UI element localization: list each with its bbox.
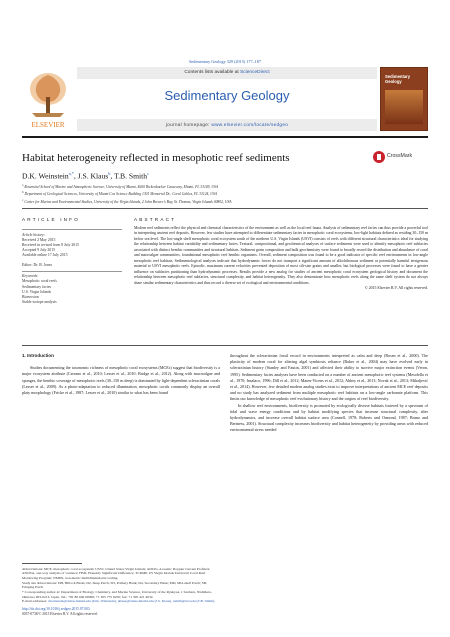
journal-header [22, 67, 428, 131]
body-column-left [22, 353, 220, 396]
body-paragraph: Studies documenting the taxonomic richness of mesophotic coral ecosystems (MCEs) suggest that biodiversity is a major ecosystem attribute (Cerrano et al., 2010; Lesser et al., 2010; Bridge et al., 2012). Along with macroalgae and sponges, the benthic coverage of mesophotic reefs (30–150 m deep) is dominated by light-dependent scleractinian corals (Lesser et al., 2009). As a photo-adaptation to reduced illumination, mesophotic corals commonly display an overall platy morphology (Fricke et al., 1987; Lesser et al., 2010) similar to what has been found [22, 365, 220, 396]
author-name[interactable]: T.B. Smith [114, 171, 148, 181]
footnotes [22, 563, 220, 604]
info-divider [22, 271, 122, 272]
journal-masthead [77, 67, 377, 131]
journal-title: Sedimentary Geology [164, 88, 290, 103]
keyword-item: Sedimentary facies [22, 284, 51, 289]
editor-line: Editor: Dr. B. Jones [22, 262, 53, 267]
issn-line: 0037-0738/© 2015 Elsevier B.V. All rights reserved. [22, 611, 98, 616]
crossmark-icon [373, 151, 385, 163]
footnote-site-abbreviations: Study site abbreviations: DH, Hillock Basin; D2, Deep Patch; D3, Primary Bank; D4, Secondary Bank; MD, Mid-shelf Patch; SB, Fringing Patch. [22, 580, 208, 590]
elsevier-logo[interactable] [22, 67, 74, 131]
contents-band: Contents lists available at ScienceDirect [77, 67, 377, 79]
abstract-copyright: © 2015 Elsevier B.V. All rights reserved. [364, 285, 428, 290]
affiliation-list [22, 183, 428, 205]
affiliation-item: $^b$ Department of Geological Sciences, University of Miami Cox Science Building 1301 Memorial Dr., Coral Gables, FL 33124, USA [22, 190, 217, 197]
article-title: Habitat heterogeneity reflected in mesophotic reef sediments [22, 152, 290, 164]
body-column-right [230, 353, 428, 434]
keyword-item: Mesophotic coral reefs [22, 279, 57, 284]
footnote-divider [22, 563, 82, 564]
cover-image [385, 90, 423, 124]
affiliation-item: $^a$ Rosenstiel School of Marine and Atmospheric Science, University of Miami, 4600 Rickenbacker Causeway, Miami, FL 33149, USA [22, 183, 219, 190]
journal-homepage-band: journal homepage: www.elsevier.com/locate/sedgeo [77, 119, 377, 131]
keywords-label: Keywords: [22, 274, 39, 279]
history-item: Accepted 9 July 2015 [22, 248, 56, 253]
cover-title: Sedimentary Geology [385, 74, 411, 84]
crossmark-label: CrossMark [387, 153, 413, 159]
keyword-item: U.S. Virgin Islands [22, 289, 51, 294]
author-name[interactable]: J.S. Klaus [77, 171, 109, 181]
journal-homepage-link[interactable]: www.elsevier.com/locate/sedgeo [211, 122, 289, 127]
keyword-item: Stable isotope analysis [22, 300, 57, 305]
author-affil-marker[interactable]: b [108, 171, 111, 176]
crossmark-badge[interactable] [373, 150, 428, 164]
section-heading-introduction: 1. Introduction [22, 353, 54, 358]
abstract-divider [22, 345, 428, 346]
author-name[interactable]: D.K. Weinstein [22, 171, 69, 181]
svg-text:ELSEVIER: ELSEVIER [31, 121, 65, 129]
elsevier-tree-icon [22, 67, 74, 131]
body-paragraph: In shallow reef environments, biodiversity is promoted by ecologically diverse habitats fostered by a spectrum of tidal and wave energy conditions and by habitat modifying species that increase structural complexity, alter hydrodynamics, and increase overall habitat surface area (Connell, 1978; Roberts and Ormond, 1987; Bruno and Bertness, 2001). Structural complexity increases biodiversity and habitat heterogeneity by providing areas with reduced environmental stress needed [230, 402, 428, 433]
sciencedirect-link[interactable]: ScienceDirect [240, 70, 270, 75]
author-affil-marker[interactable]: a,* [68, 171, 74, 176]
affiliation-item: $^c$ Center for Marine and Environmental Studies, University of the Virgin Islands, 2 John Brewer's Bay, St. Thomas, Virgin Islands 00802, USA [22, 197, 232, 204]
body-paragraph: throughout the scleractinian fossil record in environments interpreted as calm and deep (Rosen et al., 2000). The plasticity of modern coral for altering algal symbiosis reliance (Baker et al., 2004) may have evolved early in scleractinian history (Stanley and Fautin, 2001) and affected their ability to survive major extinction events (Veron, 1995). Sedimentary facies analyses have been conducted on a number of ancient mesophotic reef systems (Mesolella et al., 1970; Insalaco, 1996; Dill et al., 2012; Mateu-Vicens et al., 2012; Abbey et al., 2013; Novak et al., 2013; Mihaljević et al., 2014). However, few detailed modern analog studies exist to improve interpretations of ancient MCE reef deposits and no study has analyzed sediment from multiple mesophotic reef habitats on a low-angle carbonate platform. This limits our knowledge of mesophotic reef evolutionary history and the origins of reef biodiversity. [230, 353, 428, 402]
email-links[interactable]: dweinstein@rsmas.miami.edu (D.K. Weinstein), jklaus@rsmas.miami.edu (J.S. Klaus), tsmith@uvi.edu (T.B. Smith). [48, 599, 216, 604]
history-item: Received 2 May 2015 [22, 237, 56, 242]
journal-cover-thumbnail [380, 67, 428, 131]
header-divider [22, 136, 428, 138]
footnote-abbreviations: Abbreviations: MCE, mesophotic coral ecosystem; USVI, United States Virgin Islands; ADCPs, Acoustic Doppler Current Profilers; ANOVA, one-way analysis of variance; HSD, Honestly Significant Difference; TCRMP, US Virgin Islands Territorial Coral Reef Monitoring Program; NMDS, non-metric multidimensional scaling. [22, 566, 211, 580]
abstract-text: Modern reef sediments reflect the physical and chemical characteristics of the environment as well as the local reef fauna. Analysis of sedimentary reef facies can thus provide a powerful tool in interpreting ancient reef deposits. However, few studies have attempted to differentiate sedimentary facies in mesophotic coral ecosystems, low-light habitats defined as residing 30–150 m below sea level. The low-angle shelf mesophotic coral ecosystem south of the northern U.S. Virgin Islands (USVI) consists of reefs with different structural characteristics ideal for studying the relationship between habitat variability and sedimentary facies. Textural, compositional, and geochemical analyses of surface sediments were used to identify mesophotic reef subfacies associated with distinct benthic communities and structural habitats. Sediment grain composition and bulk geochemistry were found to broadly record the distribution and abundance of coral and macroalgae communities, foundational mesophotic reef benthic organisms. Overall, sediment composition was found to be a good indicator of specific reef environments in low-angle mesophotic reef habitats. Sedimentological analyses indicate that hydrodynamic forces do not transport a significant amount of allochthonous sediment or potentially harmful terrigenous material to USVI mesophotic reefs. Episodic, maximum current velocities prevented deposition of most silt-size grains and smaller, but biological processes were found to have a greater influence on subfacies partitioning than hydrodynamic processes. Results provide a new analog for studies of ancient mesophotic coral ecosystem geological history and document the relationship between mesophotic reef subfacies, structural complexity, and habitat heterogeneity. They also demonstrate how mesophotic reefs along the same shelf system do not always share similar sedimentary characteristics and thus record a diverse set of ecological and environmental conditions. [134, 226, 428, 285]
article-info-heading: ARTICLE INFO [22, 217, 80, 222]
footnote-corresponding-author: * Corresponding author at: Department of Biology, Chemistry, and Marine Science, University of the Ryukyus, 1 Senbaru, Nishihara, Okinawa 903-0213, Japan. Tel.: +81 80 646 60096; +1 305 775 6250; fax: +1 305 421 4632. [22, 590, 212, 599]
history-item: Available online 17 July 2015 [22, 253, 68, 258]
journal-citation[interactable]: Sedimentary Geology 329 (2015) 177–187 [189, 59, 261, 64]
article-history-label: Article history: [22, 232, 46, 237]
author-list: D.K. Weinstein$^{a,*}$, J.S. Klaus$^b$, T.B. Smith$^c$ [22, 171, 149, 181]
author-affil-marker[interactable]: c [147, 171, 149, 176]
doi-link[interactable]: http://dx.doi.org/10.1016/j.sedgeo.2015.07.003 [22, 607, 90, 611]
front-matter-divider [22, 208, 428, 209]
info-divider [22, 229, 122, 230]
keyword-item: Bioerosion [22, 295, 39, 300]
abstract-heading: ABSTRACT [134, 217, 177, 222]
abstract-panel [134, 226, 428, 291]
article-identifiers [22, 607, 272, 617]
article-info-panel [22, 226, 122, 305]
history-item: Received in revised form 8 July 2015 [22, 242, 79, 247]
footnote-emails: E-mail addresses: dweinstein@rsmas.miami.edu (D.K. Weinstein), jklaus@rsmas.miami.edu (J.S. Klaus), tsmith@uvi.edu (T.B. Smith). [22, 599, 216, 604]
